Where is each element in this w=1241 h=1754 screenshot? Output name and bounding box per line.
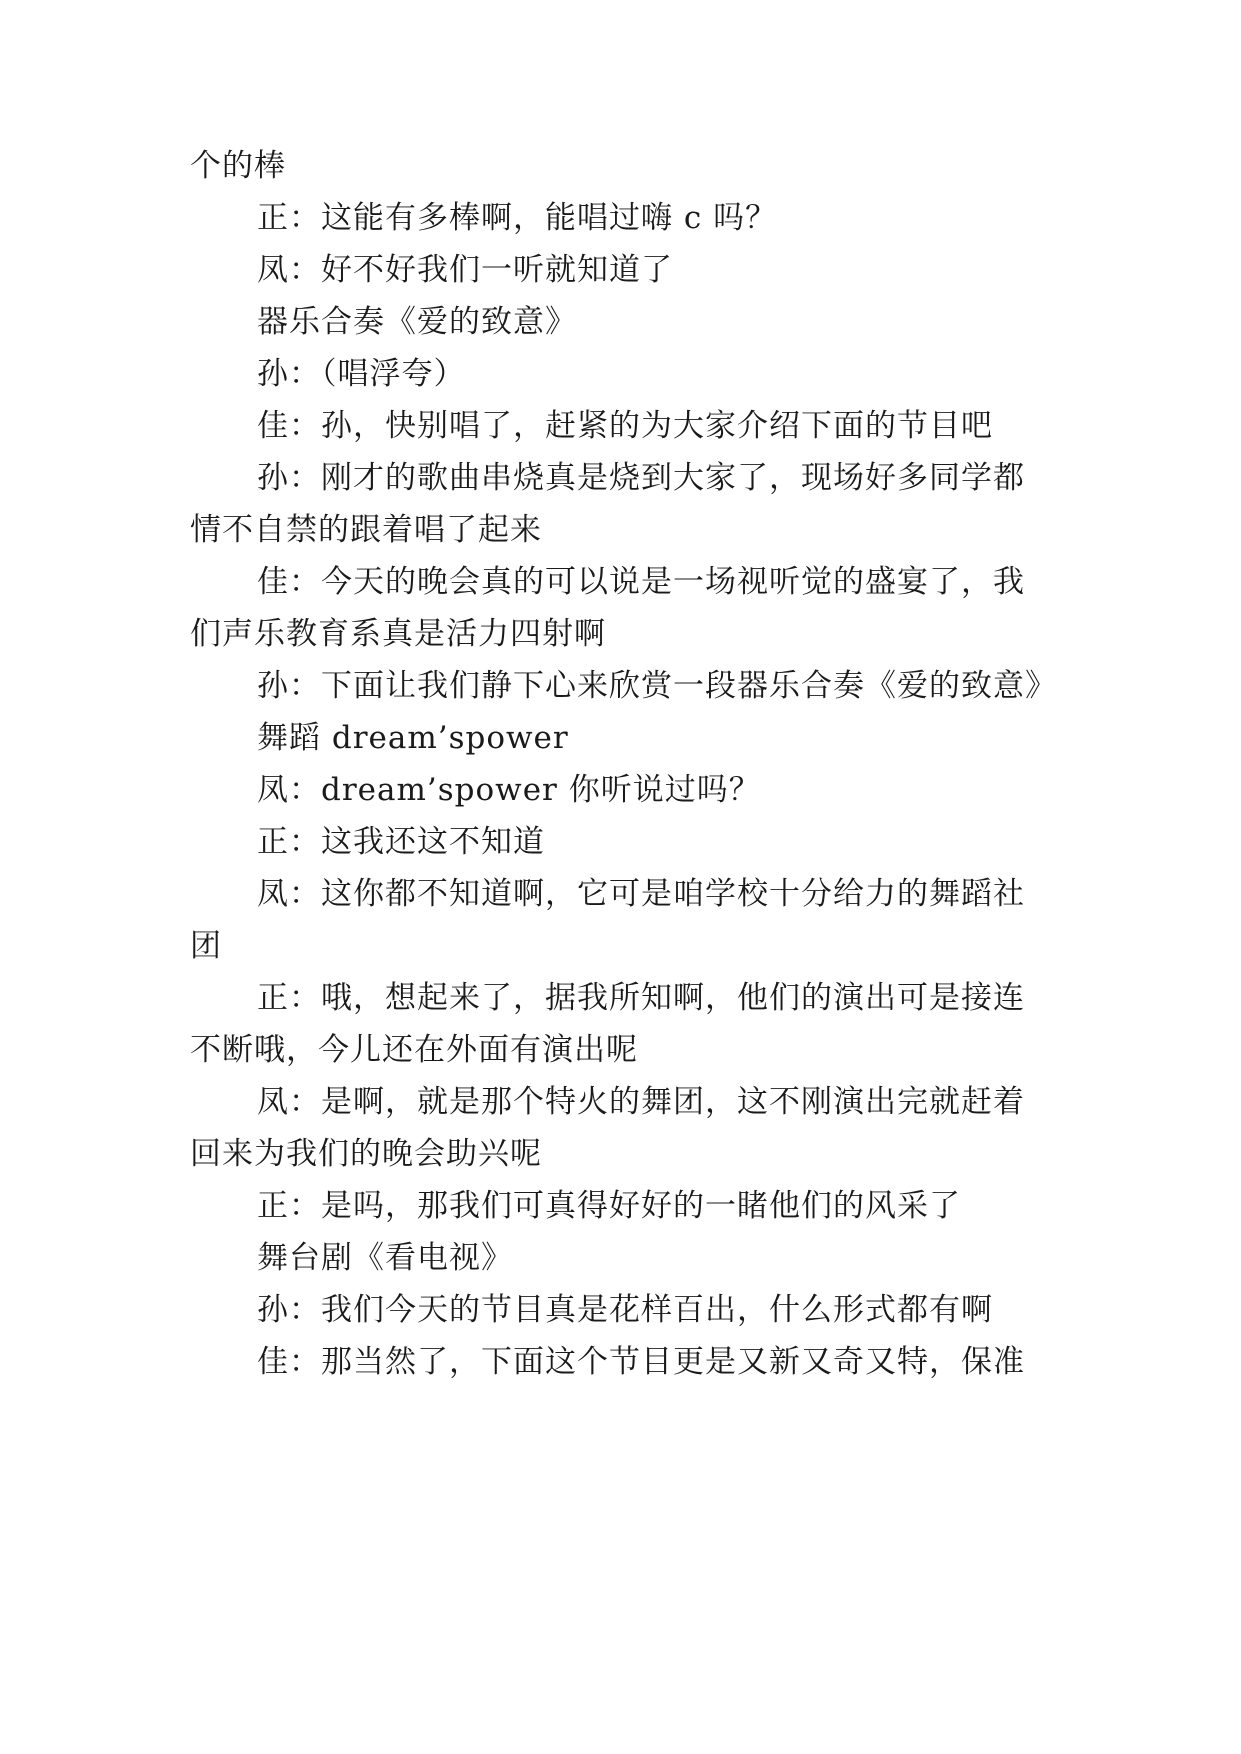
- text-line: 孙：下面让我们静下心来欣赏一段器乐合奏《爱的致意》: [257, 668, 1057, 704]
- text-line: 孙：（唱浮夸）: [257, 356, 466, 392]
- text-line: 情不自禁的跟着唱了起来: [190, 512, 542, 548]
- text-line: 舞台剧《看电视》: [257, 1240, 513, 1276]
- text-line: 凤：是啊，就是那个特火的舞团，这不刚演出完就赶着: [257, 1084, 1025, 1120]
- text-line: 凤：好不好我们一听就知道了: [257, 252, 673, 288]
- text-line: 佳：孙，快别唱了，赶紧的为大家介绍下面的节目吧: [257, 408, 993, 444]
- text-line: 佳：今天的晚会真的可以说是一场视听觉的盛宴了，我: [257, 564, 1025, 600]
- text-line: 回来为我们的晚会助兴呢: [190, 1136, 542, 1172]
- text-line: 正：这能有多棒啊，能唱过嗨 c 吗？: [257, 200, 778, 236]
- text-line: 凤：这你都不知道啊，它可是咱学校十分给力的舞蹈社: [257, 876, 1025, 912]
- text-line: 正：这我还这不知道: [257, 824, 545, 860]
- text-line: 器乐合奏《爱的致意》: [257, 304, 577, 340]
- text-line: 正：哦，想起来了，据我所知啊，他们的演出可是接连: [257, 980, 1025, 1016]
- text-line: 们声乐教育系真是活力四射啊: [190, 616, 606, 652]
- text-line: 舞蹈 dream’spower: [257, 720, 569, 756]
- text-line: 团: [190, 928, 222, 964]
- text-line: 孙：刚才的歌曲串烧真是烧到大家了，现场好多同学都: [257, 460, 1025, 496]
- text-line: 正：是吗，那我们可真得好好的一睹他们的风采了: [257, 1188, 961, 1224]
- text-line: 个的棒: [190, 148, 286, 184]
- text-line: 佳：那当然了，下面这个节目更是又新又奇又特，保准: [257, 1344, 1025, 1380]
- text-line: 孙：我们今天的节目真是花样百出，什么形式都有啊: [257, 1292, 993, 1328]
- text-line: 不断哦，今儿还在外面有演出呢: [190, 1032, 638, 1068]
- text-line: 凤：dream’spower 你听说过吗？: [257, 772, 761, 808]
